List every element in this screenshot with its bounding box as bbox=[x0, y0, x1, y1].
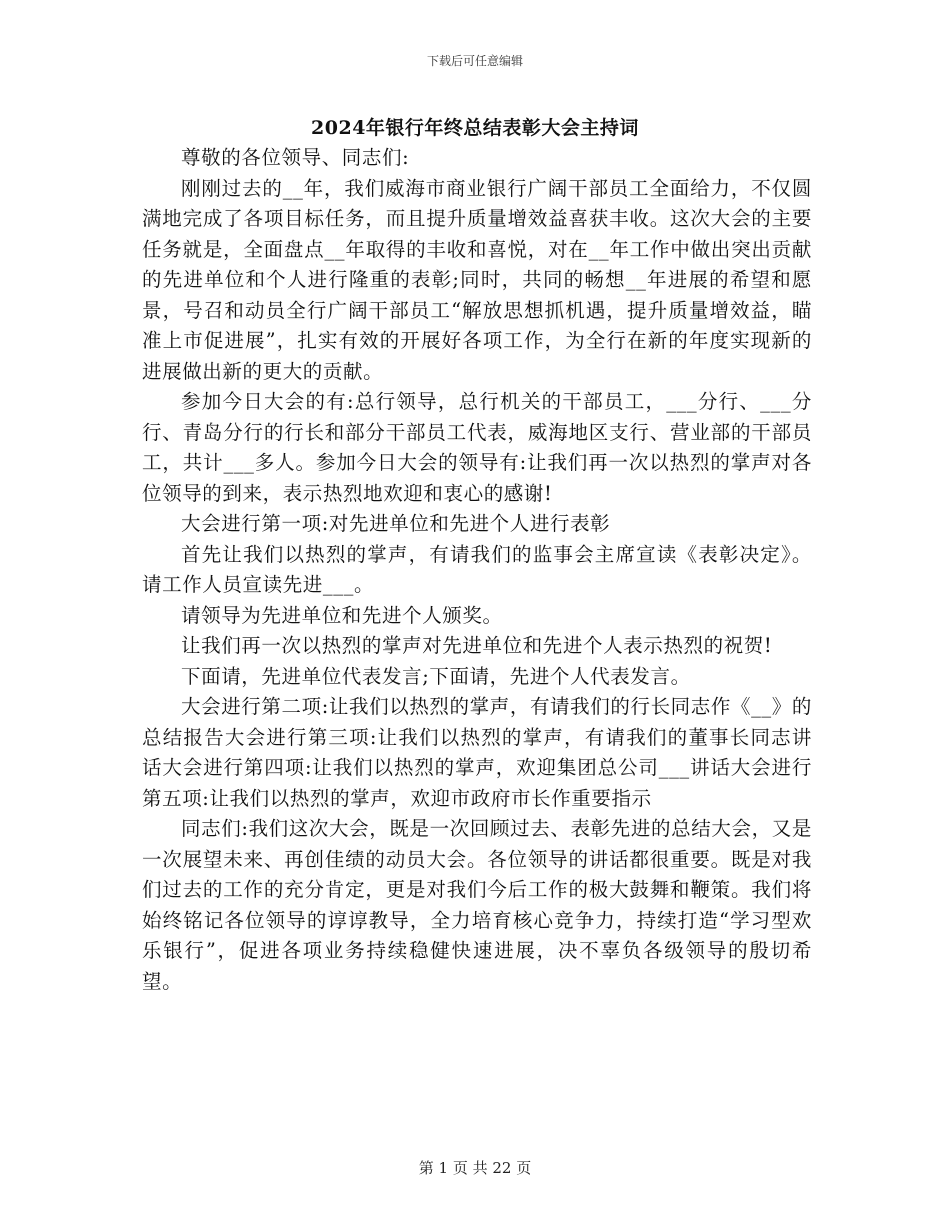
document-body bbox=[142, 143, 812, 997]
page-header-note: 下载后可任意编辑 bbox=[426, 54, 523, 68]
paragraph: 同志们:我们这次大会，既是一次回顾过去、表彰先进的总结大会，又是一次展望未来、再创佳绩的动员大会。各位领导的讲话都很重要。既是对我们过去的工作的充分肯定，更是对我们今后工作的极大鼓舞和鞭策。我们将始终铭记各位领导的谆谆教导，全力培育核心竞争力，持续打造“学习型欢乐银行”，促进各项业务持续稳健快速进展，决不辜负各级领导的殷切希望。 bbox=[142, 817, 812, 993]
paragraph: 大会进行第一项:对先进单位和先进个人进行表彰 bbox=[181, 512, 611, 535]
paragraph: 让我们再一次以热烈的掌声对先进单位和先进个人表示热烈的祝贺! bbox=[181, 634, 773, 657]
paragraph: 刚刚过去的__年，我们威海市商业银行广阔干部员工全面给力，不仅圆满地完成了各项目标任务，而且提升质量增效益喜获丰收。这次大会的主要任务就是，全面盘点__年取得的丰收和喜悦，对在__年工作中做出突出贡献的先进单位和个人进行隆重的表彰;同时，共同的畅想__年进展的希望和愿景，号召和动员全行广阔干部员工“解放思想抓机遇，提升质量增效益，瞄准上市促进展”，扎实有效的开展好各项工作，为全行在新的年度实现新的进展做出新的更大的贡献。 bbox=[142, 176, 812, 383]
paragraph: 大会进行第二项:让我们以热烈的掌声，有请我们的行长同志作《__》的总结报告大会进行第三项:让我们以热烈的掌声，有请我们的董事长同志讲话大会进行第四项:让我们以热烈的掌声，欢迎集团总公司___讲话大会进行第五项:让我们以热烈的掌声，欢迎市政府市长作重要指示 bbox=[142, 695, 812, 810]
paragraph: 参加今日大会的有:总行领导，总行机关的干部员工，___分行、___分行、青岛分行的行长和部分干部员工代表，威海地区支行、营业部的干部员工，共计___多人。参加今日大会的领导有:让我们再一次以热烈的掌声对各位领导的到来，表示热烈地欢迎和衷心的感谢! bbox=[142, 390, 812, 505]
paragraph: 下面请，先进单位代表发言;下面请，先进个人代表发言。 bbox=[181, 664, 691, 688]
paragraph: 首先让我们以热烈的掌声，有请我们的监事会主席宣读《表彰决定》。请工作人员宣读先进___。 bbox=[142, 542, 812, 596]
document-title: 2024年银行年终总结表彰大会主持词 bbox=[311, 117, 639, 139]
paragraph: 请领导为先进单位和先进个人颁奖。 bbox=[181, 603, 503, 627]
page-number: 第 1 页 共 22 页 bbox=[418, 1159, 532, 1177]
paragraph-greeting: 尊敬的各位领导、同志们: bbox=[181, 146, 410, 169]
